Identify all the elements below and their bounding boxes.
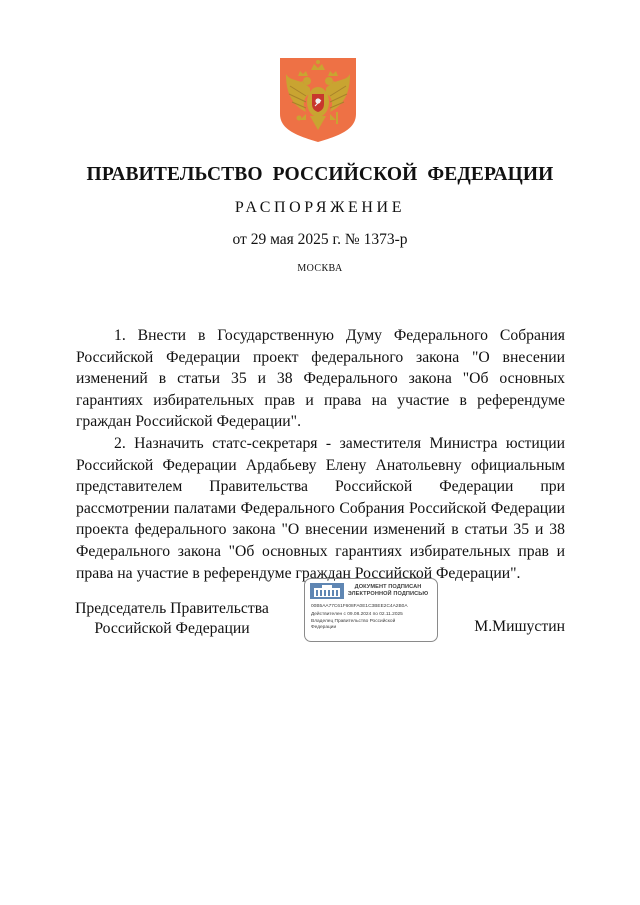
electronic-signature-stamp bbox=[304, 578, 438, 642]
stamp-certificate: 00B5AA77C61F608FA0E1C3BEE2C4A2B0A bbox=[311, 604, 408, 609]
government-title: ПРАВИТЕЛЬСТВО РОССИЙСКОЙ ФЕДЕРАЦИИ bbox=[86, 164, 554, 185]
stamp-title-line-2: ЭЛЕКТРОННОЙ ПОДПИСЬЮ bbox=[347, 591, 429, 597]
stamp-title bbox=[339, 584, 437, 598]
document-body bbox=[76, 325, 565, 584]
coat-of-arms-icon bbox=[276, 56, 360, 144]
document-type: РАСПОРЯЖЕНИЕ bbox=[234, 199, 406, 216]
city: МОСКВА bbox=[297, 263, 343, 274]
document-date-number: от 29 мая 2025 г. № 1373-р bbox=[232, 231, 408, 248]
stamp-validity: Действителен с 09.08.2024 по 02.11.2025 bbox=[311, 612, 403, 617]
paragraph-1: 1. Внести в Государственную Думу Федерального Собрания Российской Федерации проект федерального закона "О внесении изменений в статьи 35 и 38 Федерального закона "Об основных гарантиях избирательных прав и права на участие в референдуме граждан Российской Федерации". bbox=[76, 327, 565, 431]
signatory-name: М.Мишустин bbox=[474, 618, 565, 635]
signatory-position bbox=[72, 599, 272, 639]
signatory-position-line-1: Председатель Правительства bbox=[75, 600, 269, 617]
stamp-title-line-1: ДОКУМЕНТ ПОДПИСАН bbox=[354, 584, 422, 590]
stamp-owner-line-2: Федерации bbox=[311, 625, 337, 630]
paragraph-2: 2. Назначить статс-секретаря - заместителя Министра юстиции Российской Федерации Ардабьеву Елену Анатольевну официальным представителем Правительства Российской Федерации при рассмотрении палатами Федерального Собрания Российской Федерации проекта федерального закона "О внесении изменений в статьи 35 и 38 Федерального закона "Об основных гарантиях избирательных прав и права на участие в референдуме граждан Российской Федерации". bbox=[76, 434, 565, 582]
signatory-position-line-2: Российской Федерации bbox=[94, 620, 250, 637]
stamp-owner-line-1: Владелец Правительство Российской bbox=[311, 619, 396, 624]
